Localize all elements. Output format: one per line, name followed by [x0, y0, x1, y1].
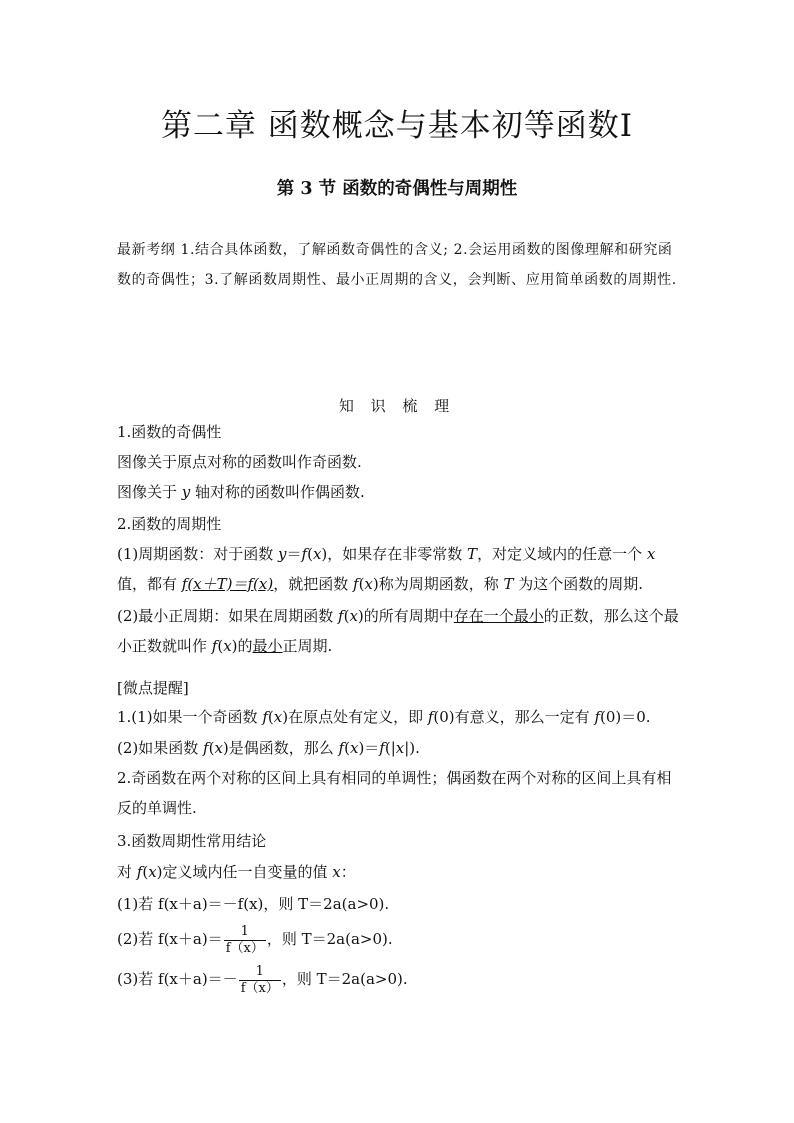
text: )定义域内任一自变量的值 [156, 863, 333, 881]
conclusion-1: (1)若 f(x＋a)＝－f(x)，则 T＝2a(a>0). [117, 895, 390, 913]
text: (0)＝0. [600, 708, 651, 726]
min-period-definition [117, 601, 683, 661]
text: 对 [117, 863, 137, 881]
var: f [379, 739, 385, 757]
text: )称为周期函数，称 [372, 575, 504, 593]
knowledge-heading: 知 识 梳 理 [338, 397, 456, 415]
text: (| [384, 739, 396, 757]
var: f [338, 739, 345, 757]
parity-odd: 图像关于原点对称的函数叫作奇函数. [117, 453, 362, 471]
var: x [364, 575, 373, 593]
text: 图像关于 [117, 483, 182, 501]
text: (2)如果函数 [117, 739, 204, 757]
var: f [136, 863, 143, 881]
var: f [262, 708, 268, 726]
text: |). [404, 739, 420, 757]
text: ( [343, 607, 350, 625]
text: (0)有意义，那么一定有 [433, 708, 595, 726]
text: ( [217, 637, 224, 655]
text: ( [307, 545, 313, 563]
text: )，如果存在非零常数 [321, 545, 468, 563]
underlined-blank: 最小 [252, 637, 283, 655]
text: (2)若 f(x＋a)＝ [117, 930, 223, 948]
fraction [224, 924, 266, 957]
text: (2)最小正周期：如果在周期函数 [117, 607, 339, 625]
var: x [273, 708, 283, 726]
text: ，对定义域内的任意一个 [477, 545, 647, 563]
text: (3)若 f(x＋a)＝－ [117, 970, 238, 988]
outline-label: 最新考纲 [117, 242, 176, 258]
parity-even [117, 482, 365, 502]
tip-monotonicity: 2.奇函数在两个对称的区间上具有相同的单调性；偶函数在两个对称的区间上具有相反的单调性. [117, 769, 672, 817]
text: ＝ [286, 545, 302, 563]
text: ( [358, 575, 365, 593]
var: f [203, 739, 209, 757]
text: ，就把函数 [273, 575, 353, 593]
text: 的正数，那么这个最小正数就叫作 [117, 607, 679, 655]
text: 为这个函数的周期. [513, 575, 644, 593]
var: x [349, 739, 359, 757]
var: y [181, 483, 191, 501]
var: f [211, 637, 218, 655]
tip-odd-origin [117, 707, 651, 727]
period-equation: f(x＋T)＝f(x) [181, 575, 274, 593]
parity-title: 1.函数的奇偶性 [117, 423, 222, 441]
var: x [646, 545, 656, 563]
text: )＝ [358, 739, 380, 757]
var: x [214, 739, 223, 757]
var: f [427, 708, 434, 726]
var: f [301, 545, 308, 563]
conclusion-2 [117, 922, 393, 957]
period-title: 2.函数的周期性 [117, 515, 222, 533]
period-definition [117, 539, 683, 599]
conclusion-3 [117, 962, 408, 997]
chapter-title: 第二章 函数概念与基本初等函数Ⅰ [160, 108, 634, 144]
fraction-numerator: 1 [239, 964, 281, 981]
text: ( [142, 863, 149, 881]
var: x [332, 863, 341, 881]
outline-text: 1.结合具体函数，了解函数奇偶性的含义; 2.会运用函数的图像理解和研究函数的奇偶性；3.了解函数周期性、最小正周期的含义，会判断、应用简单函数的周期性. [117, 242, 677, 288]
var: x [223, 637, 232, 655]
var: f [594, 708, 600, 726]
fraction-numerator: 1 [224, 924, 266, 941]
tip-domain-note [117, 862, 356, 882]
fraction [239, 964, 281, 997]
text: ( [267, 708, 274, 726]
text: 正周期. [282, 637, 333, 655]
underlined-blank: 存在一个最小 [453, 607, 544, 625]
var: x [349, 607, 358, 625]
var: x [312, 545, 322, 563]
section-title: 第 3 节 函数的奇偶性与周期性 [276, 179, 518, 199]
text: )的 [231, 637, 253, 655]
text: 轴对称的函数叫作偶函数. [190, 483, 365, 501]
tip-even-abs [117, 738, 420, 758]
var: y [278, 545, 287, 563]
text: ，则 T＝2a(a>0). [266, 930, 393, 948]
text: ，则 T＝2a(a>0). [281, 970, 408, 988]
text: (1)周期函数：对于函数 [117, 545, 279, 563]
var: f [338, 607, 344, 625]
text: ： [340, 863, 356, 881]
var: x [395, 739, 405, 757]
var: x [148, 863, 157, 881]
var: T [467, 545, 478, 563]
fraction-denominator: f（x） [225, 940, 264, 956]
text: 值，都有 [117, 575, 182, 593]
var: f [353, 575, 359, 593]
text: )的所有周期中 [357, 607, 454, 625]
fraction-denominator: f（x） [240, 980, 279, 996]
exam-outline [117, 235, 683, 295]
text: ( [208, 739, 215, 757]
text: )在原点处有定义，即 [282, 708, 428, 726]
text: 1.(1)如果一个奇函数 [117, 708, 263, 726]
tips-label: [微点提醒] [117, 679, 189, 697]
text: )是偶函数，那么 [222, 739, 339, 757]
var: T [503, 575, 514, 593]
tip-period-conclusions: 3.函数周期性常用结论 [117, 832, 267, 850]
text: ( [344, 739, 350, 757]
